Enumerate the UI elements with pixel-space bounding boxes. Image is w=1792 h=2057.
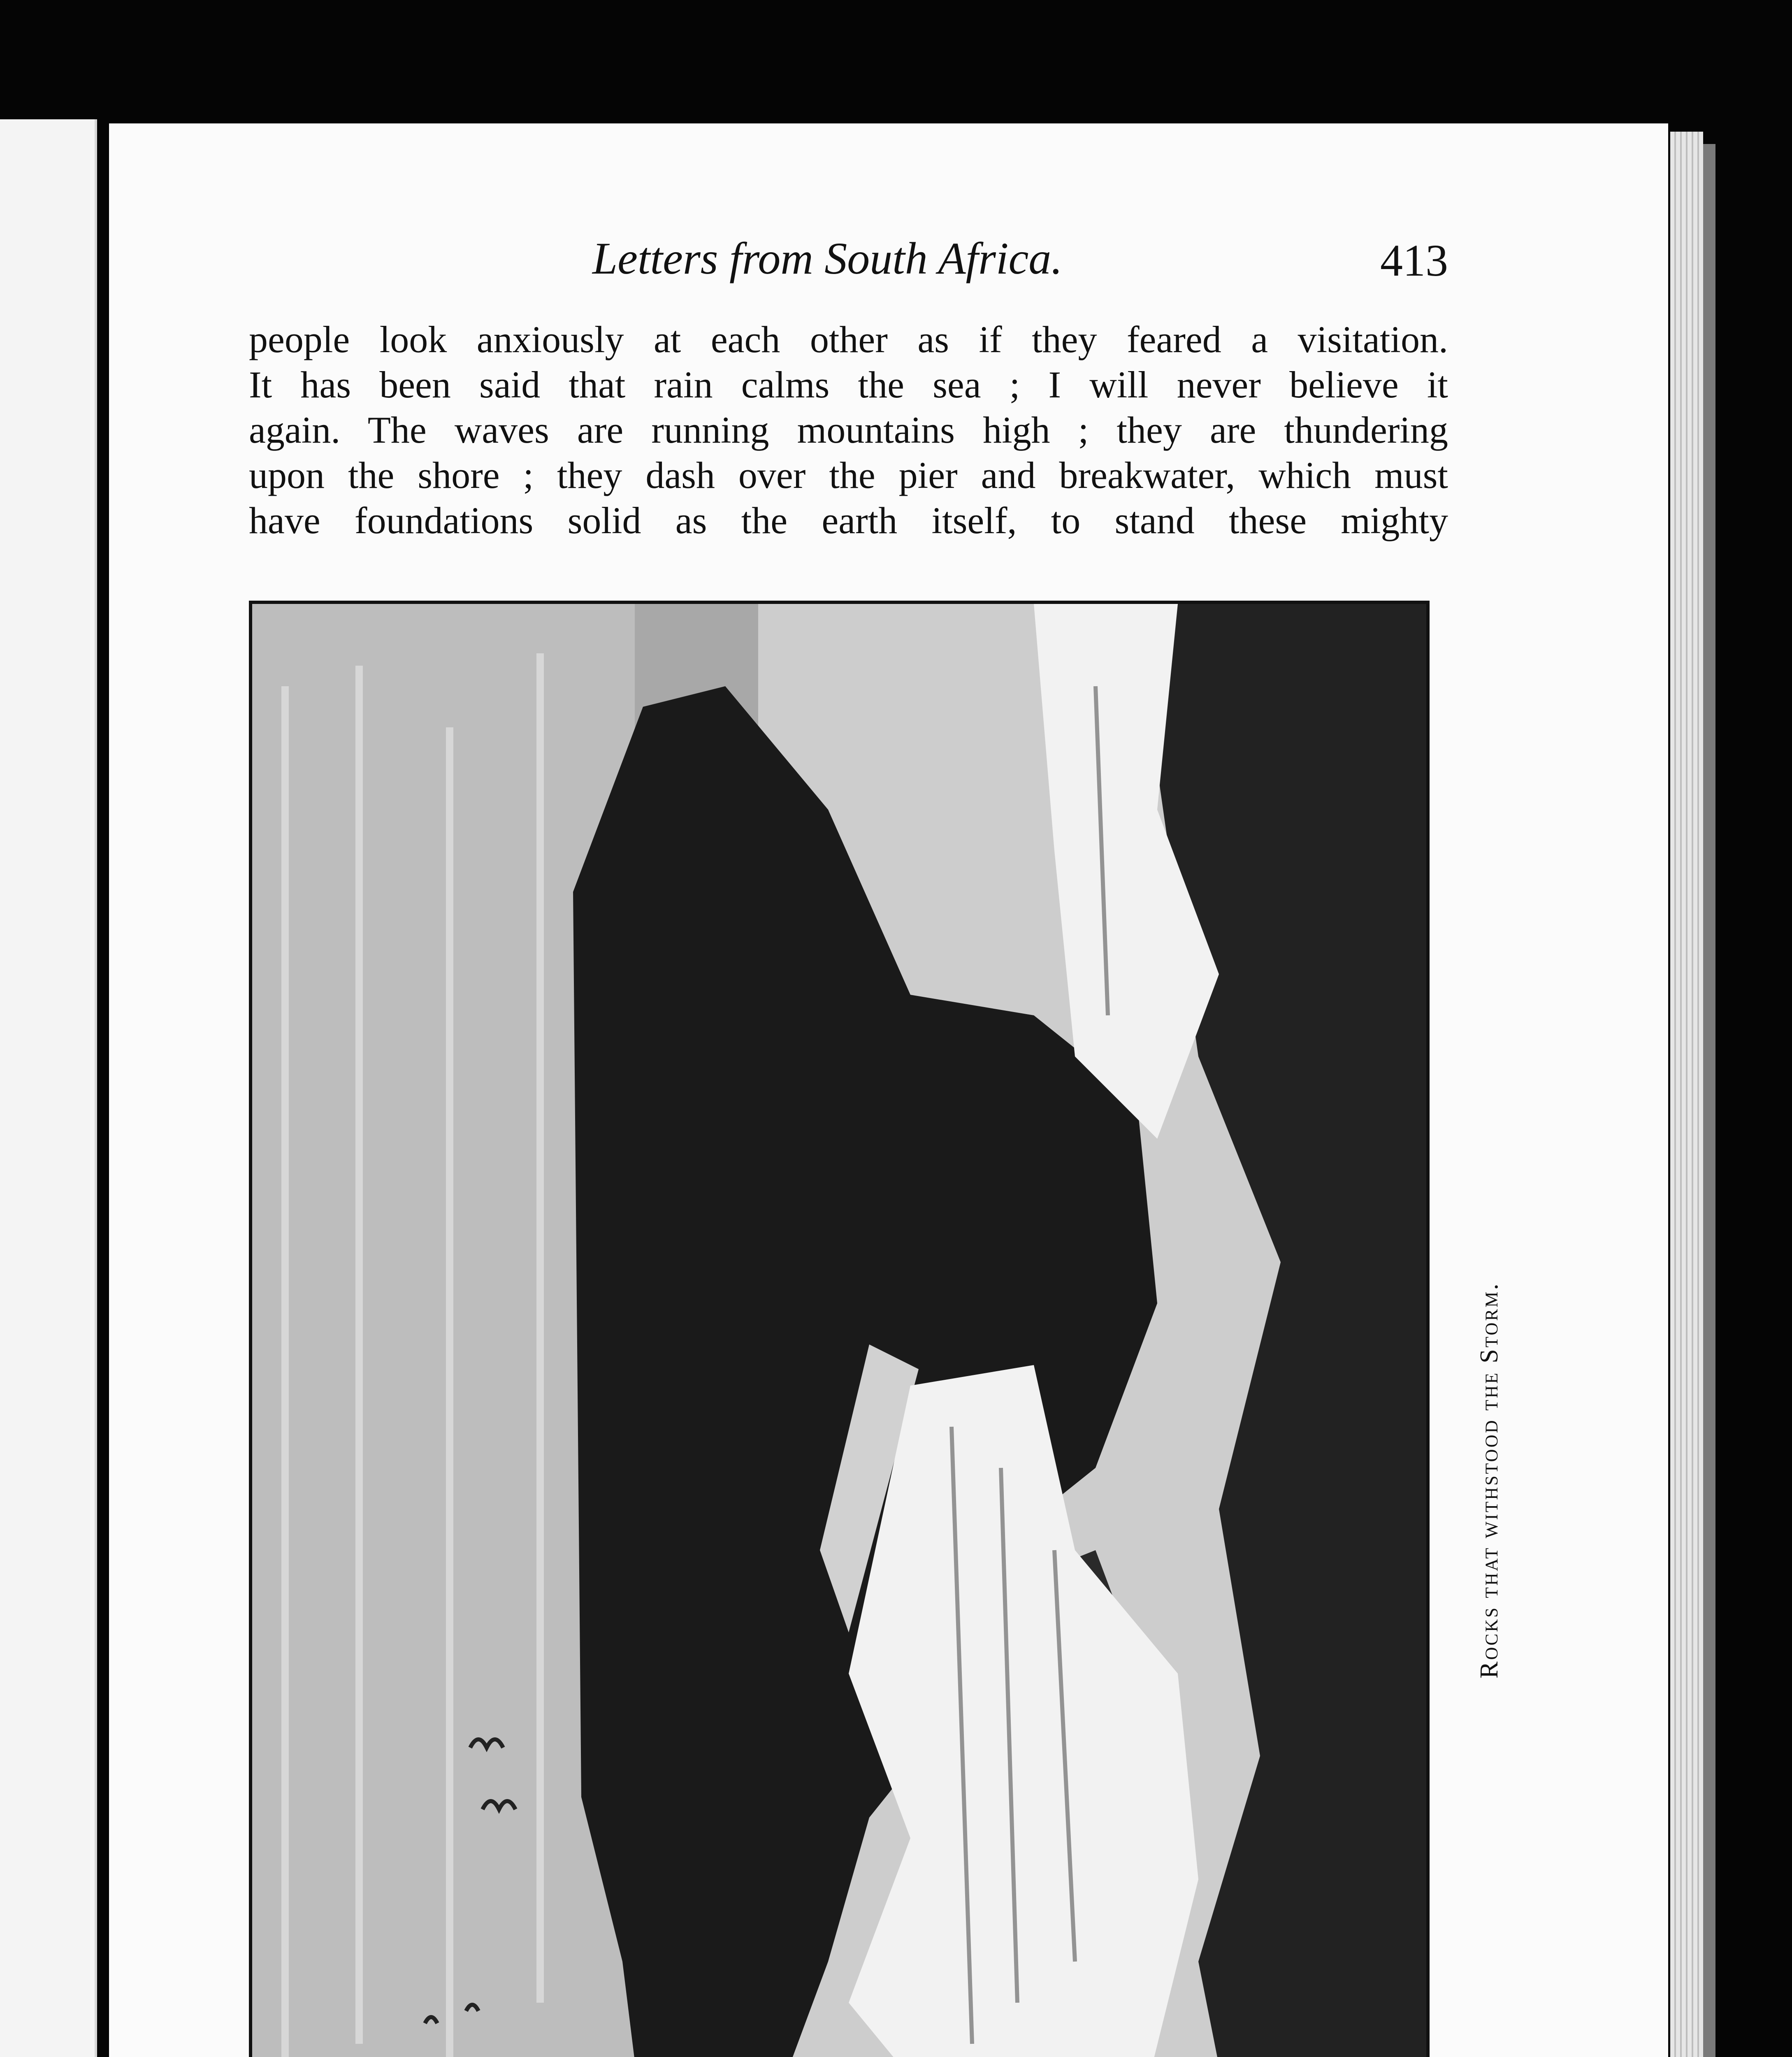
running-title: Letters from South Africa. bbox=[592, 233, 1063, 283]
page-number: 413 bbox=[1380, 235, 1448, 286]
book-cover-edge bbox=[1703, 144, 1715, 2057]
text-line: have foundations solid as the earth itself, to stand these mighty bbox=[249, 499, 1448, 541]
previous-page-edge bbox=[0, 119, 97, 2057]
text-line: It has been said that rain calms the sea ; I will never believe it bbox=[249, 364, 1448, 406]
storm-rocks-illustration bbox=[249, 601, 1430, 2057]
text-line: upon the shore ; they dash over the pier and breakwater, which must bbox=[249, 454, 1448, 496]
text-line: again. The waves are running mountains high ; they are thundering bbox=[249, 409, 1448, 451]
engraving-image bbox=[252, 604, 1426, 2057]
body-text-top bbox=[249, 317, 1448, 543]
text-line: people look anxiously at each other as if they feared a visitation. bbox=[249, 318, 1448, 360]
figure-caption: Rocks that withstood the Storm. bbox=[1475, 1282, 1503, 1679]
page-stack-edge bbox=[1670, 132, 1703, 2057]
